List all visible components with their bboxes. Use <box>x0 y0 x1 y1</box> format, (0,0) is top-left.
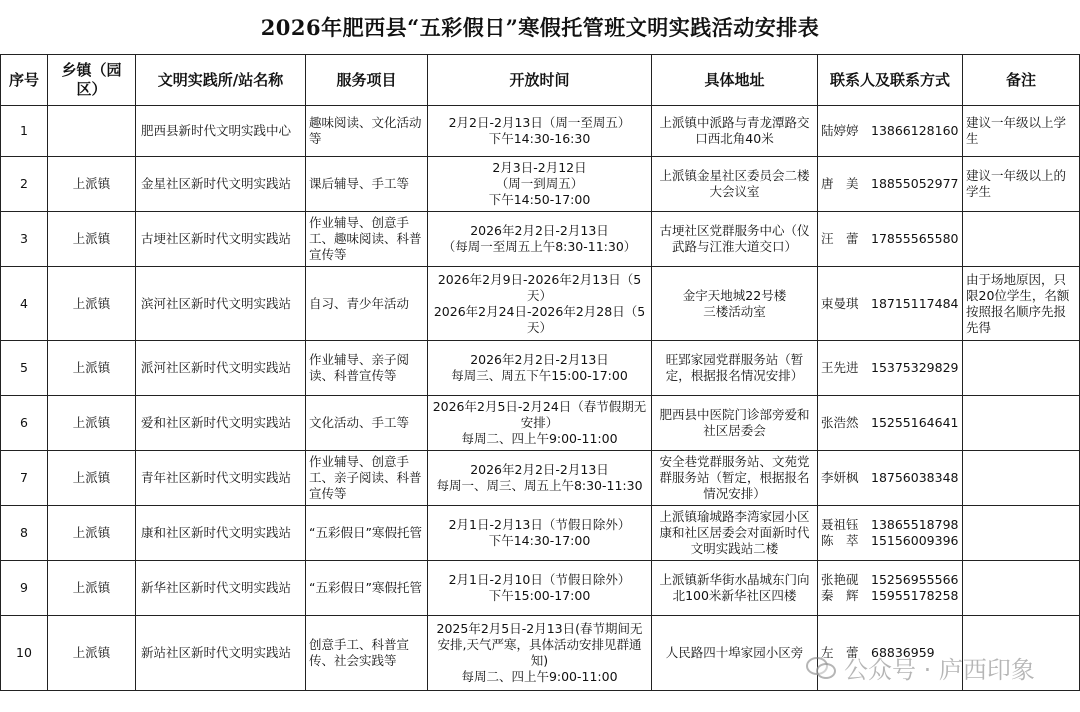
row-town: 上派镇 <box>48 616 136 691</box>
row-station-name: 肥西县新时代文明实践中心 <box>136 106 306 157</box>
table-row <box>1 267 1080 341</box>
row-open-time: 2月2日-2月13日（周一至周五） 下午14:30-16:30 <box>428 106 652 157</box>
row-number: 9 <box>1 561 48 616</box>
row-number: 2 <box>1 157 48 212</box>
header-address: 具体地址 <box>652 55 818 106</box>
watermark <box>806 648 1035 686</box>
row-station-name: 滨河社区新时代文明实践站 <box>136 267 306 341</box>
row-address: 上派镇瑜城路李湾家园小区康和社区居委会对面新时代文明实践站二楼 <box>652 506 818 561</box>
row-note: 建议一年级以上的学生 <box>963 157 1080 212</box>
row-note: 由于场地原因，只限20位学生，名额按照报名顺序先报先得 <box>963 267 1080 341</box>
row-contact: 王先进 15375329829 <box>818 341 963 396</box>
row-contact: 张浩然 15255164641 <box>818 396 963 451</box>
row-open-time: 2月1日-2月13日（节假日除外） 下午14:30-17:00 <box>428 506 652 561</box>
row-service: 趣味阅读、文化活动等 <box>306 106 428 157</box>
header-contact: 联系人及联系方式 <box>818 55 963 106</box>
row-number: 4 <box>1 267 48 341</box>
row-open-time: 2月3日-2月12日 （周一到周五） 下午14:50-17:00 <box>428 157 652 212</box>
table-row <box>1 506 1080 561</box>
header-note: 备注 <box>963 55 1080 106</box>
row-open-time: 2026年2月2日-2月13日 （每周一至周五上午8:30-11:30） <box>428 212 652 267</box>
row-number: 3 <box>1 212 48 267</box>
row-contact: 陆婷婷 13866128160 <box>818 106 963 157</box>
row-station-name: 康和社区新时代文明实践站 <box>136 506 306 561</box>
wechat-icon <box>806 655 836 679</box>
table-row <box>1 212 1080 267</box>
page-title: 2026年肥西县“五彩假日”寒假托管班文明实践活动安排表 <box>260 15 820 40</box>
row-address: 安全巷党群服务站、文苑党群服务站（暂定，根据报名情况安排） <box>652 451 818 506</box>
row-contact: 束曼琪 18715117484 <box>818 267 963 341</box>
row-contact: 李妍枫 18756038348 <box>818 451 963 506</box>
row-station-name: 古埂社区新时代文明实践站 <box>136 212 306 267</box>
row-contact: 汪 蕾 17855565580 <box>818 212 963 267</box>
row-service: “五彩假日”寒假托管 <box>306 506 428 561</box>
header-town: 乡镇（园区） <box>48 55 136 106</box>
row-note <box>963 561 1080 616</box>
row-address: 上派镇金星社区委员会二楼大会议室 <box>652 157 818 212</box>
row-note <box>963 212 1080 267</box>
row-address: 旺郢家园党群服务站（暂定，根据报名情况安排） <box>652 341 818 396</box>
row-service: 作业辅导、创意手工、趣味阅读、科普宣传等 <box>306 212 428 267</box>
row-town: 上派镇 <box>48 267 136 341</box>
row-number: 5 <box>1 341 48 396</box>
row-note <box>963 341 1080 396</box>
row-service: 课后辅导、手工等 <box>306 157 428 212</box>
row-address: 上派镇新华街水晶城东门向北100米新华社区四楼 <box>652 561 818 616</box>
row-address: 古埂社区党群服务中心（仪武路与江淮大道交口） <box>652 212 818 267</box>
row-contact: 左 蕾 68836959 <box>818 616 963 691</box>
row-contact: 张艳砚 15256955566 秦 辉 15955178258 <box>818 561 963 616</box>
row-town: 上派镇 <box>48 506 136 561</box>
header-row <box>1 55 1080 106</box>
row-service: 作业辅导、创意手工、亲子阅读、科普宣传等 <box>306 451 428 506</box>
row-address: 金宇天地城22号楼 三楼活动室 <box>652 267 818 341</box>
schedule-table <box>0 54 1080 691</box>
row-contact: 聂祖钰 13865518798 陈 萃 15156009396 <box>818 506 963 561</box>
row-town: 上派镇 <box>48 157 136 212</box>
table-row <box>1 451 1080 506</box>
row-service: 创意手工、科普宣传、社会实践等 <box>306 616 428 691</box>
row-address: 肥西县中医院门诊部旁爱和社区居委会 <box>652 396 818 451</box>
header-station-name: 文明实践所/站名称 <box>136 55 306 106</box>
header-open-time: 开放时间 <box>428 55 652 106</box>
row-number: 10 <box>1 616 48 691</box>
row-open-time: 2025年2月5日-2月13日(春节期间无安排,天气严寒，具体活动安排见群通知) 每周二、四上午9:00-11:00 <box>428 616 652 691</box>
row-contact: 唐 美 18855052977 <box>818 157 963 212</box>
table-row <box>1 106 1080 157</box>
row-open-time: 2月1日-2月10日（节假日除外） 下午15:00-17:00 <box>428 561 652 616</box>
header-no: 序号 <box>1 55 48 106</box>
row-town: 上派镇 <box>48 396 136 451</box>
row-service: “五彩假日”寒假托管 <box>306 561 428 616</box>
header-service: 服务项目 <box>306 55 428 106</box>
row-number: 7 <box>1 451 48 506</box>
row-note <box>963 396 1080 451</box>
watermark-text: 公众号 · 庐西印象 <box>844 655 1035 684</box>
row-station-name: 青年社区新时代文明实践站 <box>136 451 306 506</box>
row-service: 自习、青少年活动 <box>306 267 428 341</box>
table-row <box>1 561 1080 616</box>
row-open-time: 2026年2月9日-2026年2月13日（5天） 2026年2月24日-2026年2月28日（5天） <box>428 267 652 341</box>
row-address: 上派镇中派路与青龙潭路交口西北角40米 <box>652 106 818 157</box>
row-station-name: 爱和社区新时代文明实践站 <box>136 396 306 451</box>
row-town: 上派镇 <box>48 341 136 396</box>
row-note <box>963 451 1080 506</box>
row-town: 上派镇 <box>48 561 136 616</box>
row-service: 文化活动、手工等 <box>306 396 428 451</box>
row-station-name: 新站社区新时代文明实践站 <box>136 616 306 691</box>
row-station-name: 派河社区新时代文明实践站 <box>136 341 306 396</box>
row-station-name: 新华社区新时代文明实践站 <box>136 561 306 616</box>
table-row <box>1 341 1080 396</box>
row-note <box>963 506 1080 561</box>
row-open-time: 2026年2月2日-2月13日 每周三、周五下午15:00-17:00 <box>428 341 652 396</box>
row-open-time: 2026年2月5日-2月24日（春节假期无安排） 每周二、四上午9:00-11:00 <box>428 396 652 451</box>
row-number: 1 <box>1 106 48 157</box>
row-address: 人民路四十埠家园小区旁 <box>652 616 818 691</box>
row-service: 作业辅导、亲子阅读、科普宣传等 <box>306 341 428 396</box>
row-open-time: 2026年2月2日-2月13日 每周一、周三、周五上午8:30-11:30 <box>428 451 652 506</box>
row-note: 建议一年级以上学生 <box>963 106 1080 157</box>
row-town: 上派镇 <box>48 451 136 506</box>
row-number: 8 <box>1 506 48 561</box>
row-town: 上派镇 <box>48 212 136 267</box>
table-row <box>1 396 1080 451</box>
row-station-name: 金星社区新时代文明实践站 <box>136 157 306 212</box>
table-row <box>1 157 1080 212</box>
row-number: 6 <box>1 396 48 451</box>
row-town <box>48 106 136 157</box>
